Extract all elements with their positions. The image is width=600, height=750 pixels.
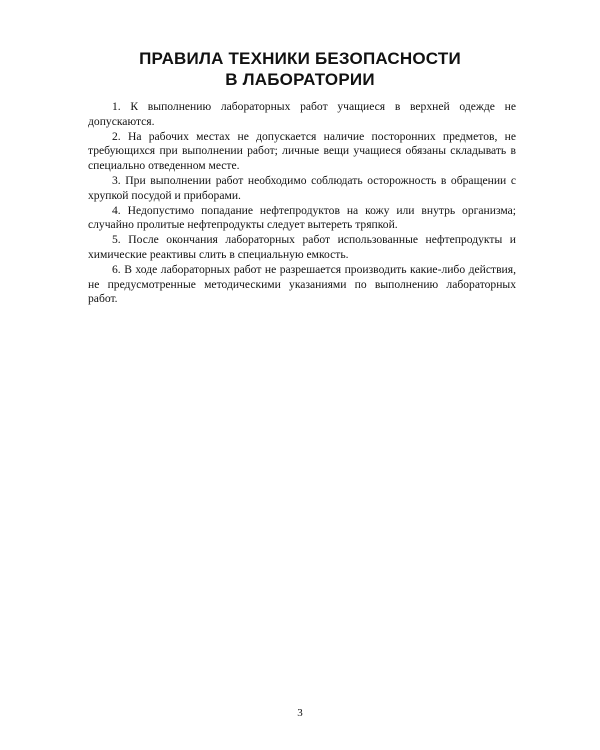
title-line-1: ПРАВИЛА ТЕХНИКИ БЕЗОПАСНОСТИ [139, 49, 461, 68]
rule-item-2: 2. На рабочих местах не допускается наличие посторонних предметов, не требующихся при выполнении работ; личные вещи учащиеся обязаны складывать в специально отведенном месте. [88, 129, 516, 173]
rule-item-1: 1. К выполнению лабораторных работ учащиеся в верхней одежде не допускаются. [88, 100, 516, 128]
rules-list [88, 100, 516, 307]
title-line-2: В ЛАБОРАТОРИИ [225, 70, 375, 89]
rule-item-6: 6. В ходе лабораторных работ не разрешается производить какие-либо действия, не предусмотренные методическими указаниями по выполнению лабораторных работ. [88, 262, 516, 306]
page-title [0, 48, 600, 90]
page-number: 3 [297, 707, 303, 719]
rule-item-3: 3. При выполнении работ необходимо соблюдать осторожность в обращении с хрупкой посудой и приборами. [88, 173, 516, 202]
rule-item-5: 5. После окончания лабораторных работ использованные нефтепродукты и химические реактивы слить в специальную емкость. [88, 233, 516, 261]
rule-item-4: 4. Недопустимо попадание нефтепродуктов на кожу или внутрь организма; случайно пролитые нефтепродукты следует вытереть тряпкой. [88, 203, 516, 232]
